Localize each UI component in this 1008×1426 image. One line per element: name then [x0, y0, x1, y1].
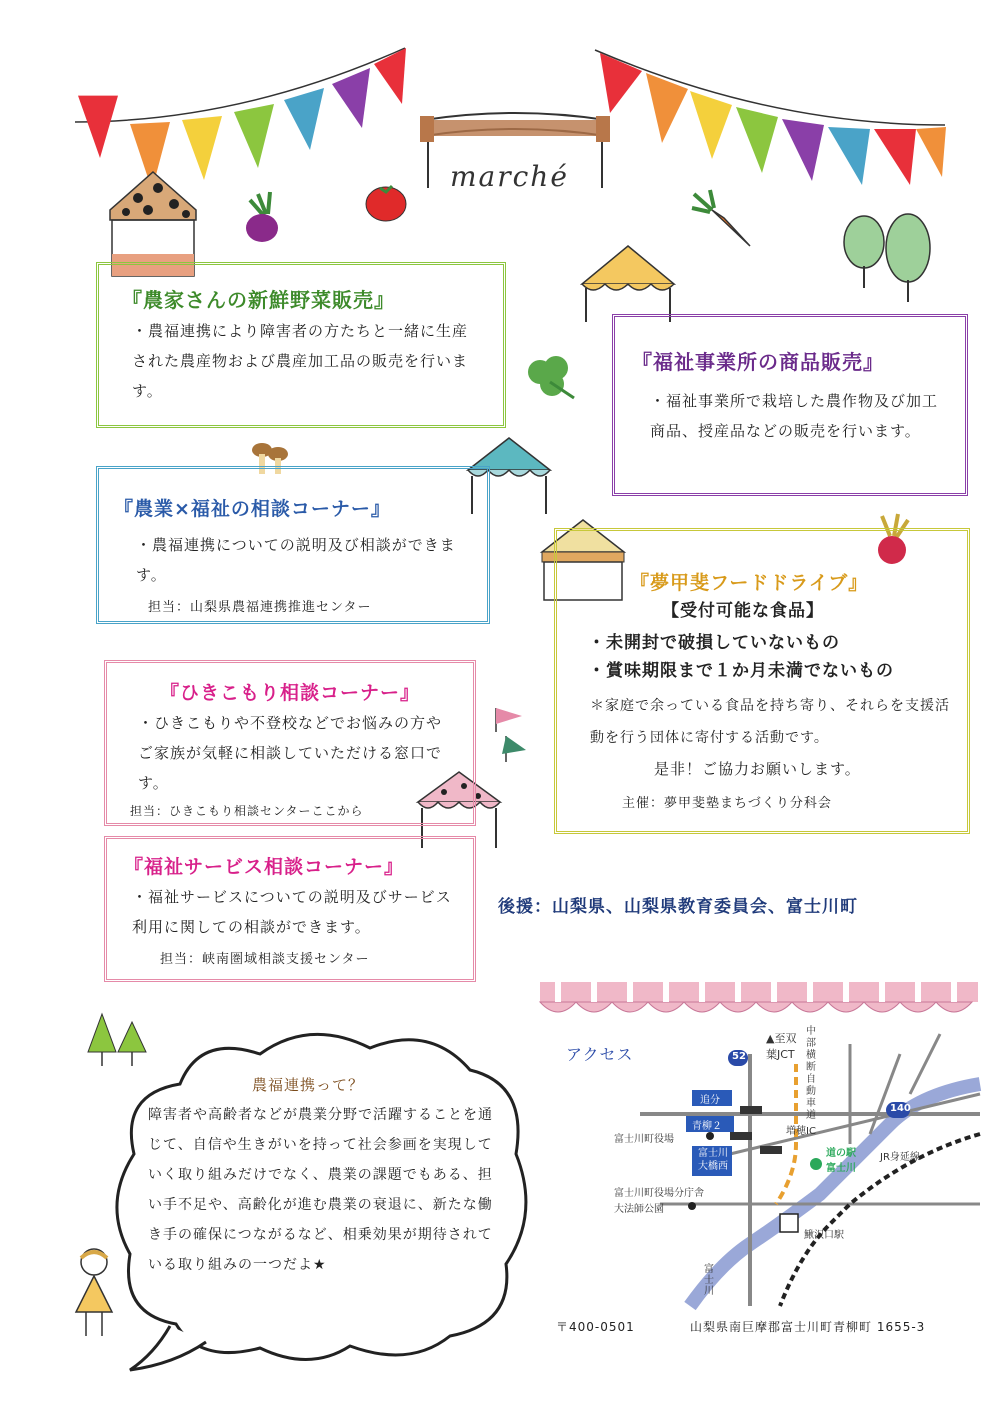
welfare-shop-body: ・福祉事業所で栽培した農作物及び加工商品、授産品などの販売を行います。 — [650, 392, 939, 440]
page-title: marché — [450, 160, 569, 193]
consult-title: 『農業×福祉の相談コーナー』 — [114, 498, 391, 520]
map-title: アクセス — [566, 1045, 634, 1064]
tent-orange-icon — [578, 244, 678, 324]
flags-icon — [492, 704, 532, 764]
branch-label: 富士川町役場分庁舎 — [614, 1188, 704, 1199]
consult-body: ・農福連携についての説明及び相談ができます。 — [136, 536, 456, 584]
to-sohba-label: ▲至双葉JCT — [766, 1032, 797, 1061]
town-hall-label: 富士川町役場 — [614, 1134, 674, 1145]
hikikomori-body: ・ひきこもりや不登校などでお悩みの方やご家族が気軽に相談していただける窓口です。 — [138, 714, 443, 792]
ic-label: 増穂IC — [786, 1126, 816, 1137]
support-text: 後援：山梨県、山梨県教育委員会、富士川町 — [498, 897, 858, 917]
food-drive-request: 是非！ご協力お願いします。 — [654, 760, 861, 778]
food-drive-title: 『夢甲斐フードドライブ』 — [630, 572, 869, 594]
signal-oiwake-label: 追分 — [700, 1095, 720, 1106]
signal-ohashi-label: 富士川大橋西 — [698, 1148, 728, 1172]
address-street: 山梨県南巨摩郡富士川町青柳町 1655-3 — [690, 1320, 926, 1334]
food-drive-organizer: 主催：夢甲斐塾まちづくり分科会 — [622, 796, 832, 811]
carrot-icon — [690, 188, 760, 258]
signal-aoyagi-label: 青柳２ — [692, 1121, 722, 1132]
farm-title: 『農家さんの新鮮野菜販売』 — [122, 288, 395, 312]
michinoeki-label: 道の駅富士川 — [826, 1148, 856, 1174]
food-drive-item1: ・未開封で破損していないもの — [588, 633, 840, 653]
station-label: 鰍沢口駅 — [804, 1230, 844, 1241]
river-label: 富士川 — [704, 1264, 714, 1297]
bunting-right — [590, 45, 950, 195]
welfare-shop-title: 『福祉事業所の商品販売』 — [632, 350, 884, 374]
parsley-icon — [520, 352, 580, 402]
awning-icon — [540, 982, 978, 1024]
hikikomori-contact: 担当：ひきこもり相談センターここから — [130, 804, 364, 818]
route-52-label: 52 — [732, 1051, 746, 1062]
expressway-label: 中部横断自動車道 — [806, 1026, 816, 1121]
food-drive-item2: ・賞味期限まで１か月未満でないもの — [588, 661, 894, 681]
park-label: 大法師公園 — [614, 1204, 664, 1215]
access-map — [600, 1024, 980, 1306]
hikikomori-title: 『ひきこもり相談コーナー』 — [160, 682, 421, 704]
food-drive-note: ＊家庭で余っている食品を持ち寄り、それらを支援活動を行う団体に寄付する活動です。 — [590, 698, 950, 746]
consult-contact: 担当：山梨県農福連携推進センター — [148, 600, 372, 615]
service-body: ・福祉サービスについての説明及びサービス利用に関しての相談ができます。 — [132, 888, 452, 936]
route-140-label: 140 — [890, 1103, 911, 1114]
tomato-icon — [362, 178, 412, 224]
bunting-left — [70, 40, 410, 180]
jr-label: JR身延線 — [880, 1152, 920, 1163]
turnip-icon — [236, 190, 286, 250]
address-zip: 〒400-0501 — [556, 1320, 635, 1334]
service-title: 『福祉サービス相談コーナー』 — [124, 856, 405, 878]
food-drive-subtitle: 【受付可能な食品】 — [662, 601, 824, 621]
farm-body: ・農福連携により障害者の方たちと一緒に生産された農産物および農産加工品の販売を行います。 — [132, 322, 469, 400]
bubble-title: 農福連携って？ — [252, 1076, 365, 1094]
service-contact: 担当：峡南圏域相談支援センター — [160, 952, 370, 967]
trees-icon — [838, 208, 938, 308]
bubble-body: 障害者や高齢者などが農業分野で活躍することを通じて、自信や生きがいを持って社会参画を実現していく取り組みだけでなく、農業の課題でもある、担い手不足や、高齢化が進む農業の衰退に、新たな働き手の確保につながるなど、相乗効果が期待されている取り組みの一つだよ★ — [148, 1107, 493, 1273]
